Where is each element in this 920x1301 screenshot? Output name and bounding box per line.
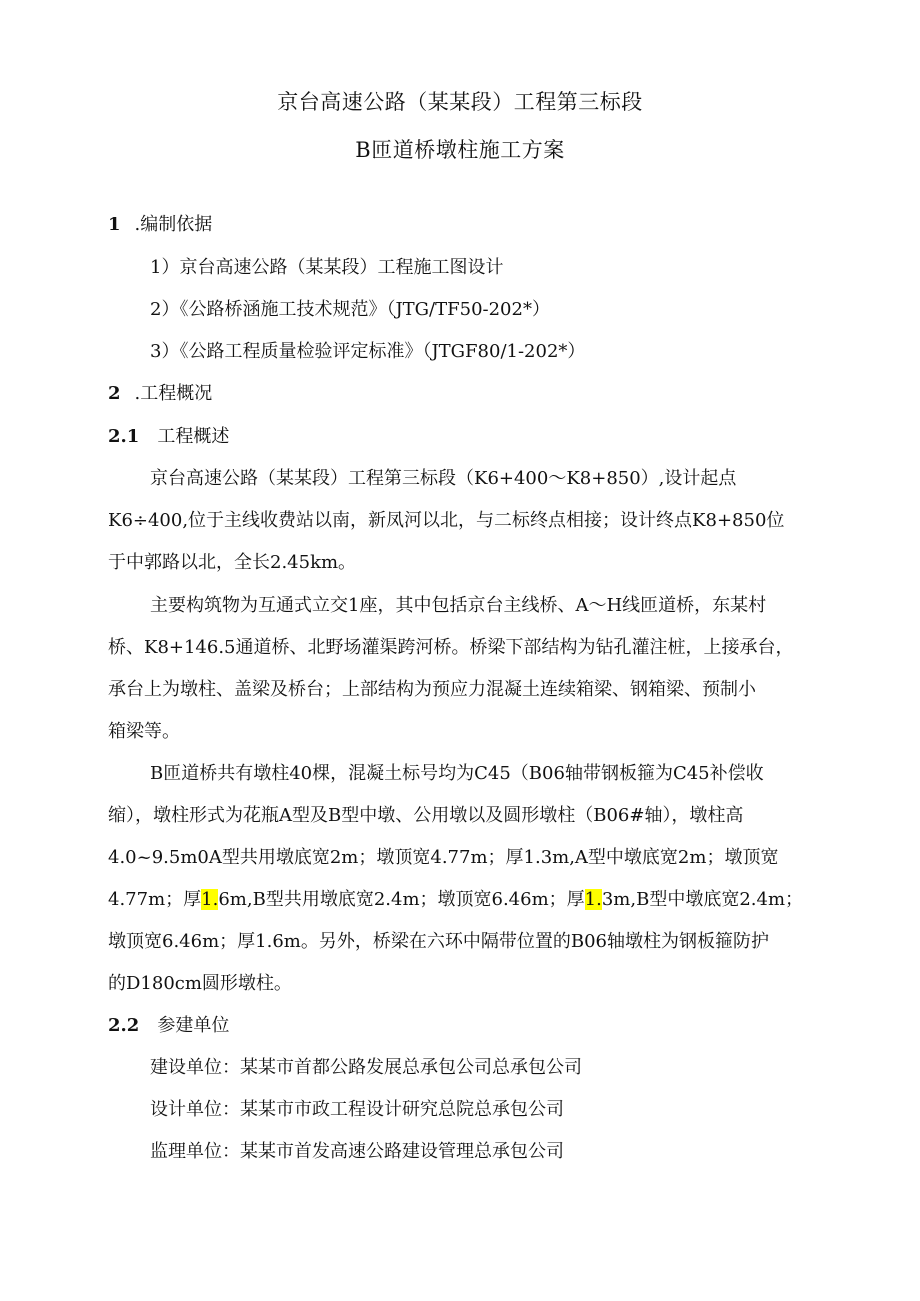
text-run: 3m,B型中墩底宽2.4m； — [601, 889, 804, 910]
paragraph-line: 箱梁等。 — [108, 721, 180, 742]
section-number: 2 — [108, 383, 121, 404]
section-number: 2.2 — [108, 1015, 140, 1036]
section-1-heading — [108, 213, 212, 237]
paragraph-line: 京台高速公路（某某段）工程第三标段（K6+400～K8+850）,设计起点 — [150, 468, 737, 489]
section-2-1-heading — [108, 425, 229, 449]
section-number: 1 — [108, 214, 121, 235]
unit-design: 设计单位：某某市市政工程设计研究总院总承包公司 — [150, 1099, 564, 1120]
paragraph-line: 的D180cm圆形墩柱。 — [108, 973, 292, 994]
section-title: .工程概况 — [134, 383, 213, 404]
unit-supervision: 监理单位：某某市首发高速公路建设管理总承包公司 — [150, 1141, 564, 1162]
section-2-2-heading — [108, 1014, 229, 1038]
unit-construction: 建设单位：某某市首都公路发展总承包公司总承包公司 — [150, 1057, 582, 1078]
paragraph-line: 桥、K8+146.5通道桥、北野场灌渠跨河桥。桥梁下部结构为钻孔灌注桩，上接承台， — [108, 637, 794, 658]
reference-item-2: 2）《公路桥涵施工技术规范》（JTG/TF50-202*） — [150, 299, 550, 320]
text-run: 4.77m；厚 — [108, 889, 202, 910]
paragraph-line: B匝道桥共有墩柱40棵，混凝土标号均为C45（B06轴带钢板箍为C45补偿收 — [150, 763, 764, 784]
section-number: 2.1 — [108, 426, 140, 447]
highlighted-text: 1. — [201, 889, 219, 910]
doc-title-line1: 京台高速公路（某某段）工程第三标段 — [277, 90, 643, 114]
section-title: 工程概述 — [157, 426, 230, 447]
paragraph-line: 缩），墩柱形式为花瓶A型及B型中墩、公用墩以及圆形墩柱（B06#轴），墩柱高 — [108, 805, 744, 826]
paragraph-line: K6÷400,位于主线收费站以南，新凤河以北，与二标终点相接；设计终点K8+850位 — [108, 510, 785, 531]
highlighted-text: 1. — [584, 889, 602, 910]
reference-item-3: 3）《公路工程质量检验评定标准》（JTGF80/1-202*） — [150, 341, 586, 362]
paragraph-line: 墩顶宽6.46m；厚1.6m。另外，桥梁在六环中隔带位置的B06轴墩柱为钢板箍防护 — [108, 931, 769, 952]
doc-title-line2: B匝道桥墩柱施工方案 — [355, 138, 565, 162]
paragraph-line: 4.0~9.5m0A型共用墩底宽2m；墩顶宽4.77m；厚1.3m,A型中墩底宽2m；墩顶宽 — [108, 847, 779, 868]
paragraph-line: 主要构筑物为互通式立交1座，其中包括京台主线桥、A～H线匝道桥，东某村 — [150, 595, 767, 616]
paragraph-line: 承台上为墩柱、盖梁及桥台；上部结构为预应力混凝土连续箱梁、钢箱梁、预制小 — [108, 679, 756, 700]
section-title: 参建单位 — [157, 1015, 230, 1036]
text-run: 6m,B型共用墩底宽2.4m；墩顶宽6.46m；厚 — [218, 889, 585, 910]
reference-item-1: 1）京台高速公路（某某段）工程施工图设计 — [150, 257, 504, 278]
paragraph-line-highlighted — [108, 888, 803, 912]
section-title: .编制依据 — [134, 214, 213, 235]
section-2-heading — [108, 382, 212, 406]
paragraph-line: 于中郭路以北，全长2.45km。 — [108, 552, 357, 573]
